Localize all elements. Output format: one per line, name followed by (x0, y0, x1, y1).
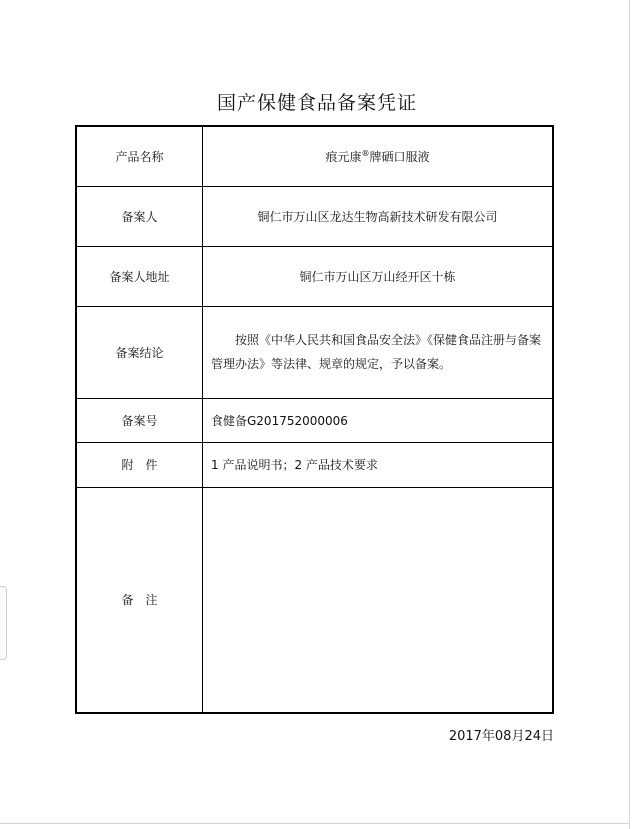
conclusion-text: 按照《中华人民共和国食品安全法》《保健食品注册与备案管理办法》等法律、规章的规定，予以备案。 (211, 333, 542, 371)
issue-date: 2017年08月24日 (448, 729, 554, 744)
product-name-suffix: 牌硒口服液 (369, 149, 430, 164)
row-product-name (76, 126, 553, 186)
row-conclusion (76, 306, 553, 398)
label-product-name: 产品名称 (76, 126, 203, 186)
page-border-right (629, 0, 630, 829)
value-filer-address: 铜仁市万山区万山经开区十栋 (203, 246, 554, 306)
row-remarks (76, 487, 553, 713)
value-filer: 铜仁市万山区龙达生物高新技术研发有限公司 (203, 186, 554, 246)
label-remarks: 备 注 (76, 487, 203, 713)
label-filing-number: 备案号 (76, 398, 203, 442)
registered-mark: ® (361, 148, 370, 158)
label-filer: 备案人 (76, 186, 203, 246)
label-conclusion: 备案结论 (76, 306, 203, 398)
document-title: 国产保健食品备案凭证 (216, 92, 417, 114)
page-border-bottom (0, 823, 629, 824)
product-name-brand: 痕元康 (325, 149, 362, 164)
value-filing-number: 食健备G201752000006 (203, 398, 554, 442)
label-attachments: 附 件 (76, 442, 203, 487)
value-conclusion (203, 306, 554, 398)
record-table (75, 125, 554, 714)
label-filer-address: 备案人地址 (76, 246, 203, 306)
row-filing-number (76, 398, 553, 442)
row-filer-address (76, 246, 553, 306)
value-product-name (203, 126, 554, 186)
row-filer (76, 186, 553, 246)
side-panel-handle[interactable] (0, 586, 7, 660)
row-attachments (76, 442, 553, 487)
value-attachments: 1 产品说明书；2 产品技术要求 (203, 442, 554, 487)
value-remarks (203, 487, 554, 713)
